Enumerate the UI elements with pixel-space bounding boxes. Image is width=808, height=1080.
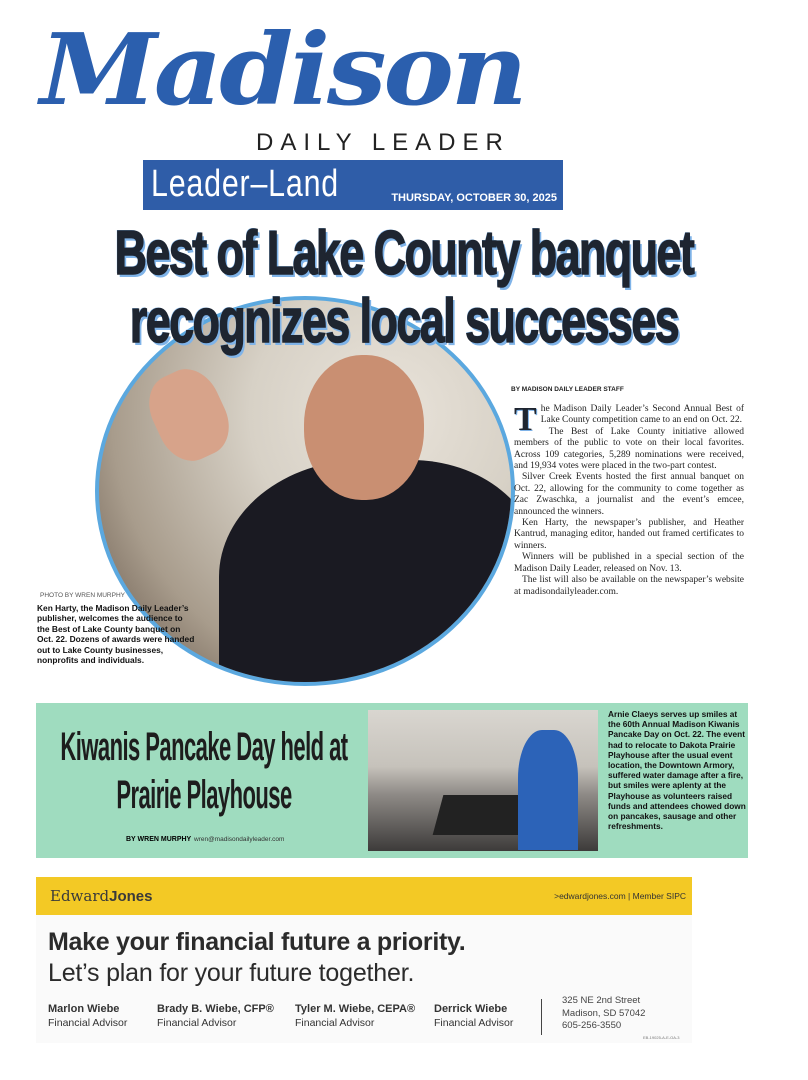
article-paragraph: The Best of Lake County initiative allowed members of the public to vote on their local favorites. Across 109 categories, 5,289 nominations were received, and 19,934 votes were placed in the two-part contest. — [514, 426, 744, 472]
article-byline: BY MADISON DAILY LEADER STAFF — [511, 386, 624, 393]
article-paragraph: Ken Harty, the newspaper’s publisher, and Heather Kantrud, managing editor, handed out framed certificates to winners. — [514, 518, 744, 551]
masthead-logo: Madison — [40, 13, 525, 128]
ad-body — [36, 915, 692, 1043]
kiwanis-caption: Arnie Claeys serves up smiles at the 60th Annual Madison Kiwanis Pancake Day on Oct. 22. The event had to relocate to Dakota Prairie Playhouse after the usual event location, the Downtown Armory, suffered water damage after a fire, but smiles were aplenty at the Playhouse as volunteers raised funds and attendees chowed down on pancakes, sausage and other refreshments. — [608, 709, 746, 832]
lead-headline-line-2: recognizes local successes — [129, 287, 679, 356]
ad-subhead: Let’s plan for your future together. — [48, 959, 415, 987]
ad-url[interactable]: >edwardjones.com | Member SIPC — [554, 891, 686, 901]
advisor: Derrick Wiebe Financial Advisor — [434, 1003, 514, 1029]
kiwanis-byline: BY WREN MURPHY — [126, 836, 192, 843]
section-name: Leader–Land — [151, 163, 339, 205]
masthead-subtitle: DAILY LEADER — [256, 129, 510, 156]
advisor: Marlon Wiebe Financial Advisor — [48, 1003, 128, 1029]
ad-header-bar[interactable] — [36, 877, 692, 915]
edward-jones-logo: EdwardJones — [50, 887, 153, 905]
kiwanis-photo — [368, 710, 598, 851]
advisor: Tyler M. Wiebe, CEPA® Financial Advisor — [295, 1003, 416, 1029]
section-bar — [143, 160, 563, 210]
photo-caption: Ken Harty, the Madison Daily Leader’s publisher, welcomes the audience to the Best of Lake County banquet on Oct. 22. Dozens of awards were handed out to Lake County businesses, nonprofits and individuals. — [37, 603, 195, 666]
kiwanis-story — [36, 703, 748, 858]
lead-headline-line-1: Best of Lake County banquet — [114, 219, 694, 288]
article-body — [514, 401, 744, 598]
kiwanis-email[interactable]: wren@madisondailyleader.com — [194, 836, 285, 843]
ad-code: EB-19025-A-E-OA-3 — [643, 1035, 680, 1040]
issue-date: THURSDAY, OCTOBER 30, 2025 — [391, 192, 557, 204]
article-paragraph: Winners will be published in a special section of the Madison Daily Leader, released on Nov. 13. — [514, 552, 744, 574]
divider — [541, 999, 542, 1035]
ad-address: 325 NE 2nd Street Madison, SD 57042 605-256-3550 — [562, 995, 646, 1031]
photo-credit: PHOTO BY WREN MURPHY — [40, 592, 125, 599]
article-paragraph: Silver Creek Events hosted the first annual banquet on Oct. 22, allowing for the community to come together as Zac Zwaschka, a journalist and the event’s emcee, announced the winners. — [514, 472, 744, 517]
article-paragraph: The Madison Daily Leader’s Second Annual Best of Lake County competition came to an end on Oct. 22. — [514, 401, 744, 438]
kiwanis-headline: Kiwanis Pancake Day held at Prairie Playhouse — [60, 725, 348, 817]
ad-headline: Make your financial future a priority. — [48, 928, 466, 956]
advisor: Brady B. Wiebe, CFP® Financial Advisor — [157, 1003, 274, 1029]
article-paragraph: The list will also be available on the newspaper’s website at madisondailyleader.com. — [514, 575, 744, 597]
drop-cap: T — [514, 401, 537, 438]
